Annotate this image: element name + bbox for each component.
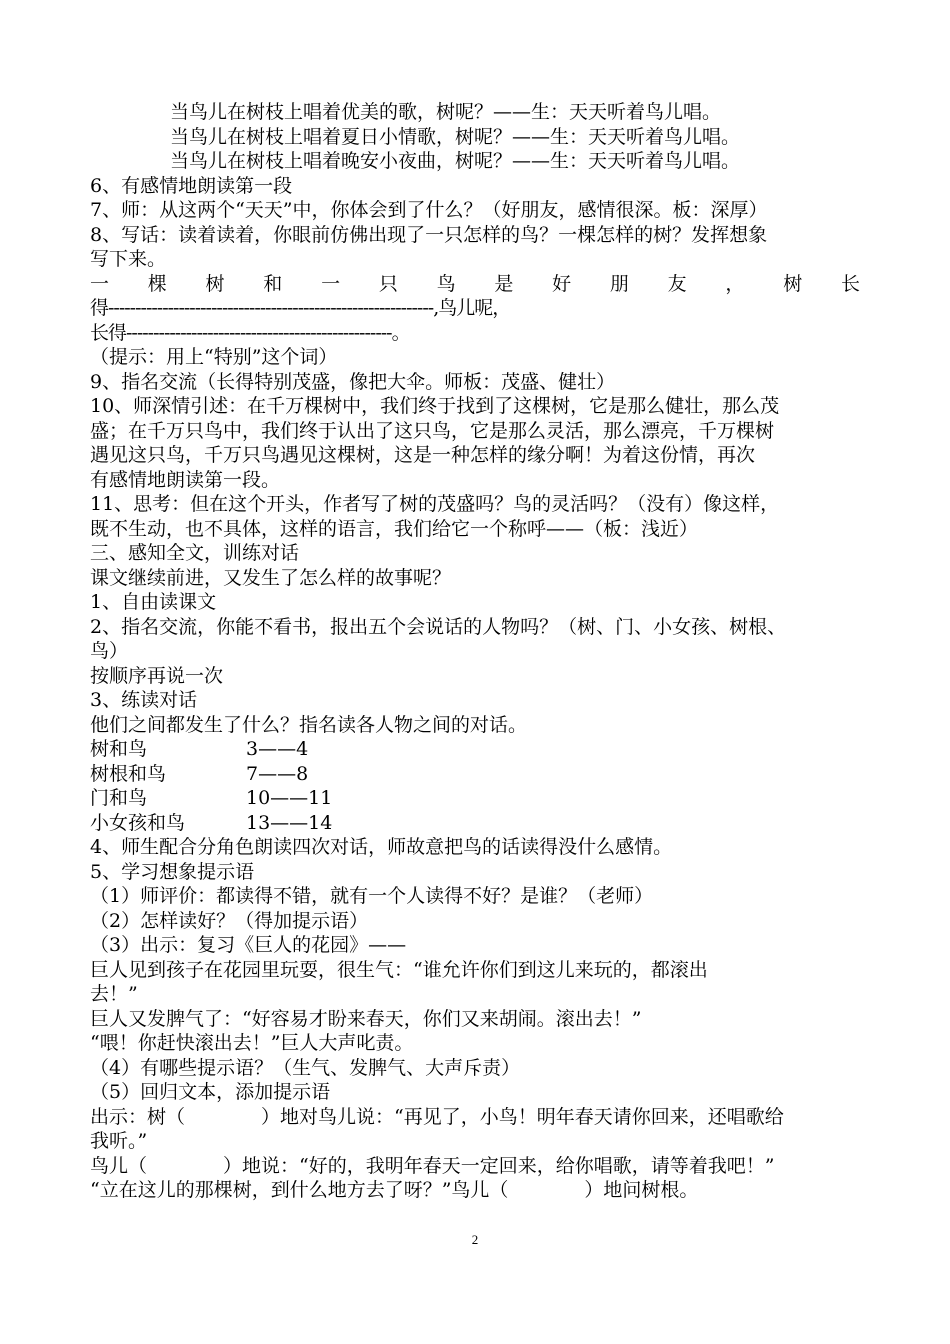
text-line: 巨人又发脾气了：“好容易才盼来春天，你们又来胡闹。滚出去！” (90, 1007, 642, 1030)
text-line: 课文继续前进，又发生了怎么样的故事呢？ (90, 566, 452, 589)
spaced-char: 是 (494, 272, 514, 295)
text-line: 5、学习想象提示语 (90, 860, 255, 883)
text-line: 去！” (90, 983, 138, 1005)
text-line: 鸟儿（ ）地说：“好的，我明年春天一定回来，给你唱歌，请等着我吧！” (90, 1154, 775, 1177)
spaced-char: 鸟 (436, 272, 456, 295)
text-line: 8、写话：读着读着，你眼前仿佛出现了一只怎样的鸟？一棵怎样的树？发挥想象 (90, 223, 768, 246)
dialogue-range: 13——14 (246, 811, 333, 834)
text-line: （1）师评价：都读得不错，就有一个人读得不好？是谁？（老师） (90, 885, 654, 907)
dialogue-who: 小女孩和鸟 (90, 811, 186, 834)
text-line: （4）有哪些提示语？（生气、发脾气、大声斥责） (90, 1056, 521, 1079)
dialogue-row (90, 737, 860, 762)
spaced-char: 朋 (609, 272, 629, 295)
text-line: “喂！你赶快滚出去！”巨人大声叱责。 (90, 1032, 414, 1054)
text-line: 7、师：从这两个“天天”中，你体会到了什么？（好朋友，感情很深。板：深厚） (90, 199, 768, 221)
text-line: （2）怎样读好？（得加提示语） (90, 909, 369, 932)
dialogue-row (90, 786, 860, 811)
text-line: 出示：树（ ）地对鸟儿说：“再见了，小鸟！明年春天请你回来，还唱歌给 (90, 1105, 784, 1128)
spaced-char: 长 (840, 272, 860, 295)
text-line: （3）出示：复习《巨人的花园》—— (90, 934, 407, 956)
spaced-char: 一 (321, 272, 341, 295)
text-line: 当鸟儿在树枝上唱着夏日小情歌，树呢？——生：天天听着鸟儿唱。 (170, 125, 741, 148)
text-line: 按顺序再说一次 (90, 664, 224, 687)
text-line: 巨人见到孩子在花园里玩耍，很生气：“谁允许你们到这儿来玩的，都滚出 (90, 958, 708, 981)
spaced-char: ， (725, 272, 745, 295)
text-line: 9、指名交流（长得特别茂盛，像把大伞。师板：茂盛、健壮） (90, 370, 616, 393)
spaced-sentence-line (90, 272, 860, 297)
spaced-char: 好 (552, 272, 572, 295)
text-line: 他们之间都发生了什么？指名读各人物之间的对话。 (90, 713, 528, 736)
spaced-char: 和 (263, 272, 283, 295)
page-number: 2 (471, 1232, 479, 1247)
text-line: 我听。” (90, 1130, 148, 1152)
section-heading: 三、感知全文，训练对话 (90, 542, 300, 564)
spaced-char: 树 (205, 272, 225, 295)
text-line: 鸟） (90, 640, 129, 662)
text-line: “立在这儿的那棵树，到什么地方去了呀？”鸟儿（ ）地问树根。 (90, 1179, 699, 1201)
text-line: 当鸟儿在树枝上唱着优美的歌，树呢？——生：天天听着鸟儿唱。 (170, 101, 722, 123)
text-line: 既不生动，也不具体，这样的语言，我们给它一个称呼——（板：浅近） (90, 517, 699, 540)
dialogue-range: 7——8 (246, 762, 309, 785)
text-line: 2、指名交流，你能不看书，报出五个会说话的人物吗？（树、门、小女孩、树根、 (90, 615, 787, 638)
spaced-char: 友 (667, 272, 687, 295)
text-line: 10、师深情引述：在千万棵树中，我们终于找到了这棵树，它是那么健壮，那么茂 (90, 395, 780, 417)
text-line: 6、有感情地朗读第一段 (90, 174, 293, 197)
fill-blank-line: 得------------------------------------------------------------,鸟儿呢， (90, 297, 511, 319)
text-line: 1、自由读课文 (90, 591, 217, 613)
text-line: （提示：用上“特别”这个词） (90, 346, 338, 368)
text-line: 盛；在千万只鸟中，我们终于认出了这只鸟，它是那么灵活，那么漂亮，千万棵树 (90, 419, 775, 442)
text-line: （5）回归文本，添加提示语 (90, 1081, 331, 1103)
spaced-char: 棵 (147, 272, 167, 295)
text-line: 11、思考：但在这个开头，作者写了树的茂盛吗？鸟的灵活吗？（没有）像这样， (90, 493, 780, 515)
dialogue-row (90, 811, 860, 836)
text-line: 写下来。 (90, 248, 167, 270)
dialogue-who: 门和鸟 (90, 787, 148, 809)
text-line: 3、练读对话 (90, 689, 198, 711)
dialogue-range: 3——4 (246, 738, 309, 760)
text-line: 当鸟儿在树枝上唱着晚安小夜曲，树呢？——生：天天听着鸟儿唱。 (170, 150, 741, 172)
dialogue-row (90, 762, 860, 787)
text-line: 有感情地朗读第一段。 (90, 468, 281, 491)
dialogue-range: 10——11 (246, 787, 333, 809)
spaced-char: 只 (378, 272, 398, 295)
dialogue-who: 树根和鸟 (90, 762, 167, 785)
text-line: 4、师生配合分角色朗读四次对话，师故意把鸟的话读得没什么感情。 (90, 836, 673, 858)
dialogue-who: 树和鸟 (90, 738, 148, 760)
fill-blank-line: 长得-------------------------------------------------。 (90, 321, 410, 344)
spaced-char: 一 (90, 272, 110, 295)
text-line: 遇见这只鸟，千万只鸟遇见这棵树，这是一种怎样的缘分啊！为着这份情，再次 (90, 444, 756, 466)
spaced-char: 树 (783, 272, 803, 295)
